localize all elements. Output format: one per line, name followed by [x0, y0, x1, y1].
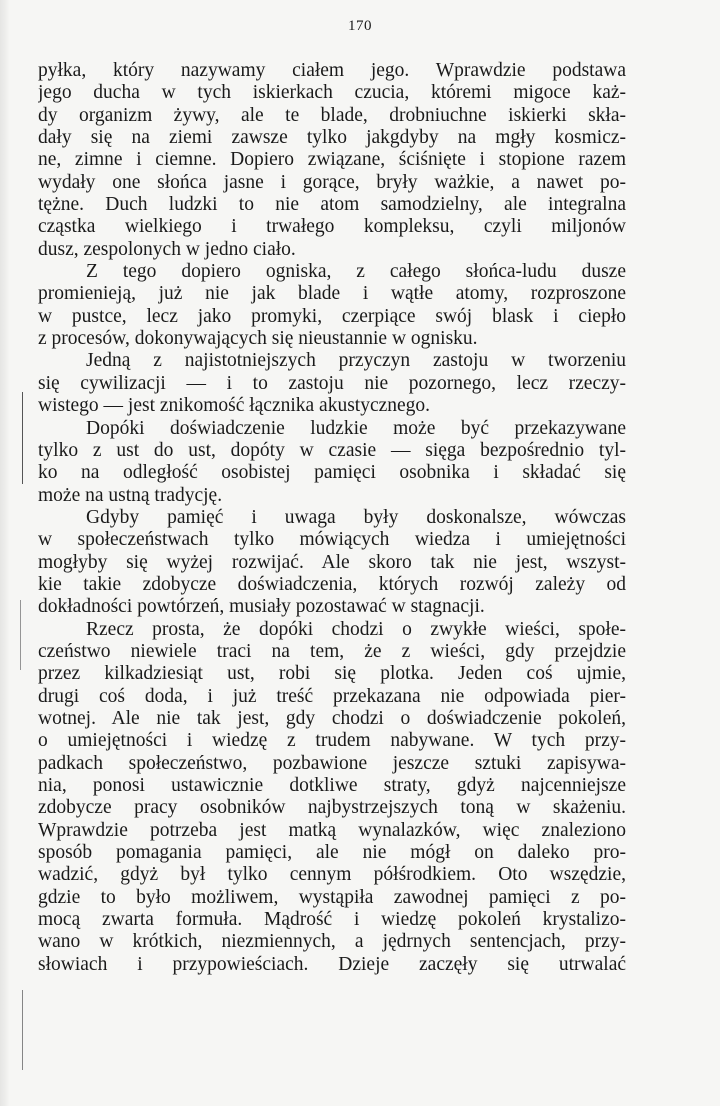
- text-line: Gdyby pamięć i uwaga były doskonalsze, wówczas: [86, 506, 626, 528]
- text-line: Wprawdzie potrzeba jest matką wynalazków, więc znaleziono: [38, 819, 626, 841]
- text-line: pyłka, który nazywamy ciałem jego. Wprawdzie podstawa: [38, 60, 626, 81]
- margin-mark: [22, 392, 23, 484]
- margin-mark: [20, 600, 21, 670]
- text-line: dały się na ziemi zawsze tylko jakgdyby na mgły kosmicz-: [38, 127, 626, 149]
- body-text: [38, 60, 626, 976]
- text-line: ko na odległość osobistej pamięci osobnika i składać się: [38, 462, 626, 484]
- text-line: wano w krótkich, niezmiennych, a jędrnych sentencjach, przy-: [38, 931, 626, 953]
- text-line: wadzić, gdyż był tylko cennym półśrodkiem. Oto wszędzie,: [38, 864, 626, 886]
- text-line: kie takie zdobycze doświadczenia, których rozwój zależy od: [38, 573, 626, 595]
- text-line: dokładności powtórzeń, musiały pozostawać w stagnacji.: [38, 596, 485, 618]
- text-line: Rzecz prosta, że dopóki chodzi o zwykłe wieści, społe-: [86, 618, 626, 640]
- text-line: mogłyby się wyżej rozwijać. Ale skoro tak nie jest, wszyst-: [38, 551, 626, 573]
- text-line: tylko z ust do ust, dopóty w czasie — sięga bezpośrednio tyl-: [38, 439, 626, 461]
- text-line: słowiach i przypowieściach. Dzieje zaczęły się utrwalać: [38, 953, 626, 975]
- text-line: dusz, zespolonych w jedno ciało.: [38, 238, 296, 260]
- text-line: jego ducha w tych iskierkach czucia, któremi migoce każ-: [38, 82, 626, 104]
- text-line: tężne. Duch ludzki to nie atom samodzielny, ale integralna: [38, 194, 626, 216]
- text-line: Jedną z najistotniejszych przyczyn zastoju w tworzeniu: [86, 350, 626, 372]
- text-line: Z tego dopiero ogniska, z całego słońca-ludu dusze: [86, 261, 626, 283]
- text-line: z procesów, dokonywających się nieustannie w ognisku.: [38, 328, 478, 350]
- text-line: wotnej. Ale nie tak jest, gdy chodzi o doświadczenie pokoleń,: [38, 707, 626, 729]
- text-line: wistego — jest znikomość łącznika akustycznego.: [38, 395, 431, 417]
- page-edge-shadow: [0, 0, 10, 1106]
- margin-mark: [22, 990, 23, 1070]
- page-number: 170: [348, 18, 372, 34]
- text-line: padkach społeczeństwo, pozbawione jeszcze sztuki zapisywa-: [38, 752, 626, 774]
- text-line: ne, zimne i ciemne. Dopiero związane, ściśnięte i stopione razem: [38, 149, 626, 171]
- text-line: może na ustną tradycję.: [38, 484, 223, 506]
- text-line: mocą zwarta formuła. Mądrość i wiedzę pokoleń krystalizo-: [38, 909, 626, 931]
- text-line: nia, ponosi ustawicznie dotkliwe straty, gdyż najcenniejsze: [38, 775, 626, 796]
- text-line: zdobycze pracy osobników najbystrzejszych toną w skażeniu.: [38, 797, 626, 819]
- text-line: sposób pomagania pamięci, ale nie mógł on daleko pro-: [38, 842, 626, 864]
- text-line: się cywilizacji — i to zastoju nie pozornego, lecz rzeczy-: [38, 372, 626, 394]
- text-line: gdzie to było możliwem, wystąpiła zawodnej pamięci z po-: [38, 886, 626, 908]
- text-line: dy organizm żywy, ale te blade, drobniuchne iskierki skła-: [38, 104, 626, 126]
- text-line: drugi coś doda, i już treść przekazana nie odpowiada pier-: [38, 685, 626, 707]
- text-line: przez kilkadziesiąt ust, robi się plotka. Jeden coś ujmie,: [38, 663, 626, 685]
- text-line: cząstka wielkiego i trwałego kompleksu, czyli miljonów: [38, 216, 626, 238]
- text-line: o umiejętności i wiedzę z trudem nabywane. W tych przy-: [38, 730, 626, 752]
- text-line: Dopóki doświadczenie ludzkie może być przekazywane: [86, 417, 626, 439]
- text-line: w pustce, lecz jako promyki, czerpiące swój blask i ciepło: [38, 305, 626, 327]
- text-line: promienieją, już nie jak blade i wątłe atomy, rozproszone: [38, 283, 626, 305]
- text-line: w społeczeństwach tylko mówiących wiedza i umiejętności: [38, 529, 626, 551]
- text-line: czeństwo niewiele traci na tem, że z wieści, gdy przejdzie: [38, 640, 626, 662]
- text-line: wydały one słońca jasne i gorące, bryły ważkie, a nawet po-: [38, 171, 626, 193]
